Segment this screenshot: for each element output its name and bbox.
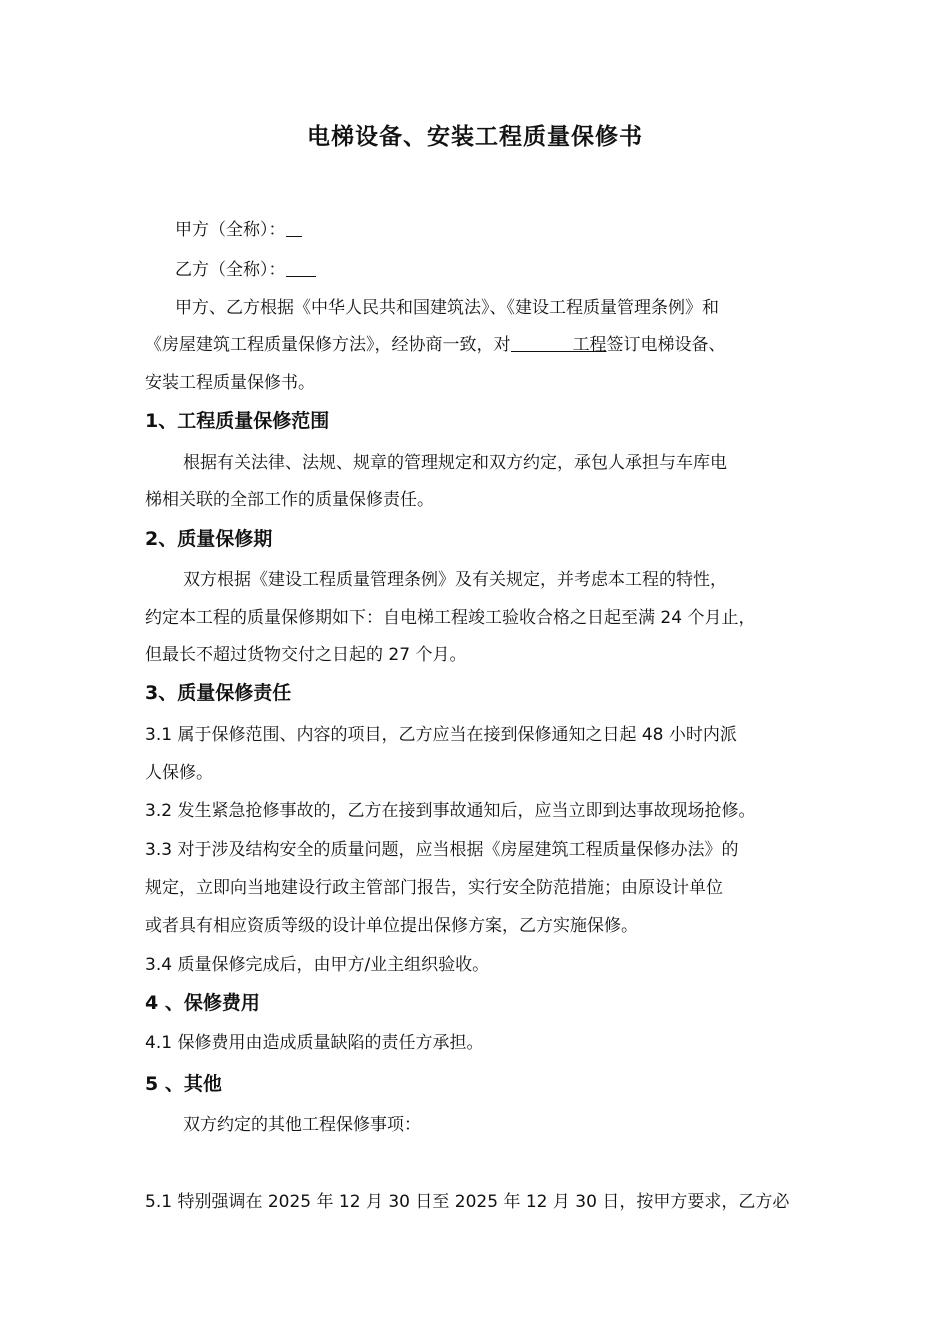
section-4-1-line-1: 4.1 保修费用由造成质量缺陷的责任方承担。 xyxy=(145,1033,484,1053)
section-3-heading: 3、质量保修责任 xyxy=(145,682,292,704)
intro-line-1: 甲方、乙方根据《中华人民共和国建筑法》、《建设工程质量管理条例》和 xyxy=(175,298,719,318)
intro-project-label: 工程 xyxy=(572,335,607,355)
section-4-heading: 4 、保修费用 xyxy=(145,992,260,1014)
section-3-3-line-2: 规定，立即向当地建设行政主管部门报告，实行安全防范措施；由原设计单位 xyxy=(145,878,723,898)
section-3-2-line-1: 3.2 发生紧急抢修事故的，乙方在接到事故通知后，应当立即到达事故现场抢修。 xyxy=(145,801,756,821)
party-a-blank xyxy=(286,218,302,237)
intro-line-3: 安装工程质量保修书。 xyxy=(145,373,315,393)
section-3-3-line-3: 或者具有相应资质等级的设计单位提出保修方案，乙方实施保修。 xyxy=(145,916,638,936)
party-b-label: 乙方（全称）： xyxy=(175,260,286,280)
intro-line-2 xyxy=(145,333,726,357)
intro-line-2-pre: 《房屋建筑工程质量保修方法》，经协商一致，对 xyxy=(145,335,511,355)
section-3-4-line-1: 3.4 质量保修完成后，由甲方/业主组织验收。 xyxy=(145,955,490,975)
party-a-line xyxy=(175,218,302,242)
intro-line-2-post: 签订电梯设备、 xyxy=(606,335,726,355)
document-title: 电梯设备、安装工程质量保修书 xyxy=(307,124,643,150)
section-2-line-3: 但最长不超过货物交付之日起的 27 个月。 xyxy=(145,645,467,665)
party-b-line xyxy=(175,258,316,282)
section-5-line-1: 双方约定的其他工程保修事项： xyxy=(183,1115,421,1135)
section-5-heading: 5 、其他 xyxy=(145,1073,222,1095)
section-2-heading: 2、质量保修期 xyxy=(145,528,273,550)
section-3-3-line-1: 3.3 对于涉及结构安全的质量问题，应当根据《房屋建筑工程质量保修办法》的 xyxy=(145,840,739,860)
section-1-line-1: 根据有关法律、法规、规章的管理规定和双方约定，承包人承担与车库电 xyxy=(183,453,727,473)
section-2-line-2: 约定本工程的质量保修期如下：自电梯工程竣工验收合格之日起至满 24 个月止， xyxy=(145,608,756,628)
section-5-1-line-1: 5.1 特别强调在 2025 年 12 月 30 日至 2025 年 12 月 30 日，按甲方要求，乙方必 xyxy=(145,1192,790,1212)
project-name-blank xyxy=(511,333,573,352)
section-3-1-line-1: 3.1 属于保修范围、内容的项目，乙方应当在接到保修通知之日起 48 小时内派 xyxy=(145,725,737,745)
party-a-label: 甲方（全称）： xyxy=(175,220,286,240)
section-1-line-2: 梯相关联的全部工作的质量保修责任。 xyxy=(145,490,434,510)
section-1-heading: 1、工程质量保修范围 xyxy=(145,410,330,432)
section-2-line-1: 双方根据《建设工程质量管理条例》及有关规定，并考虑本工程的特性， xyxy=(183,570,727,590)
section-3-1-line-2: 人保修。 xyxy=(145,763,213,783)
party-b-blank xyxy=(286,258,316,277)
